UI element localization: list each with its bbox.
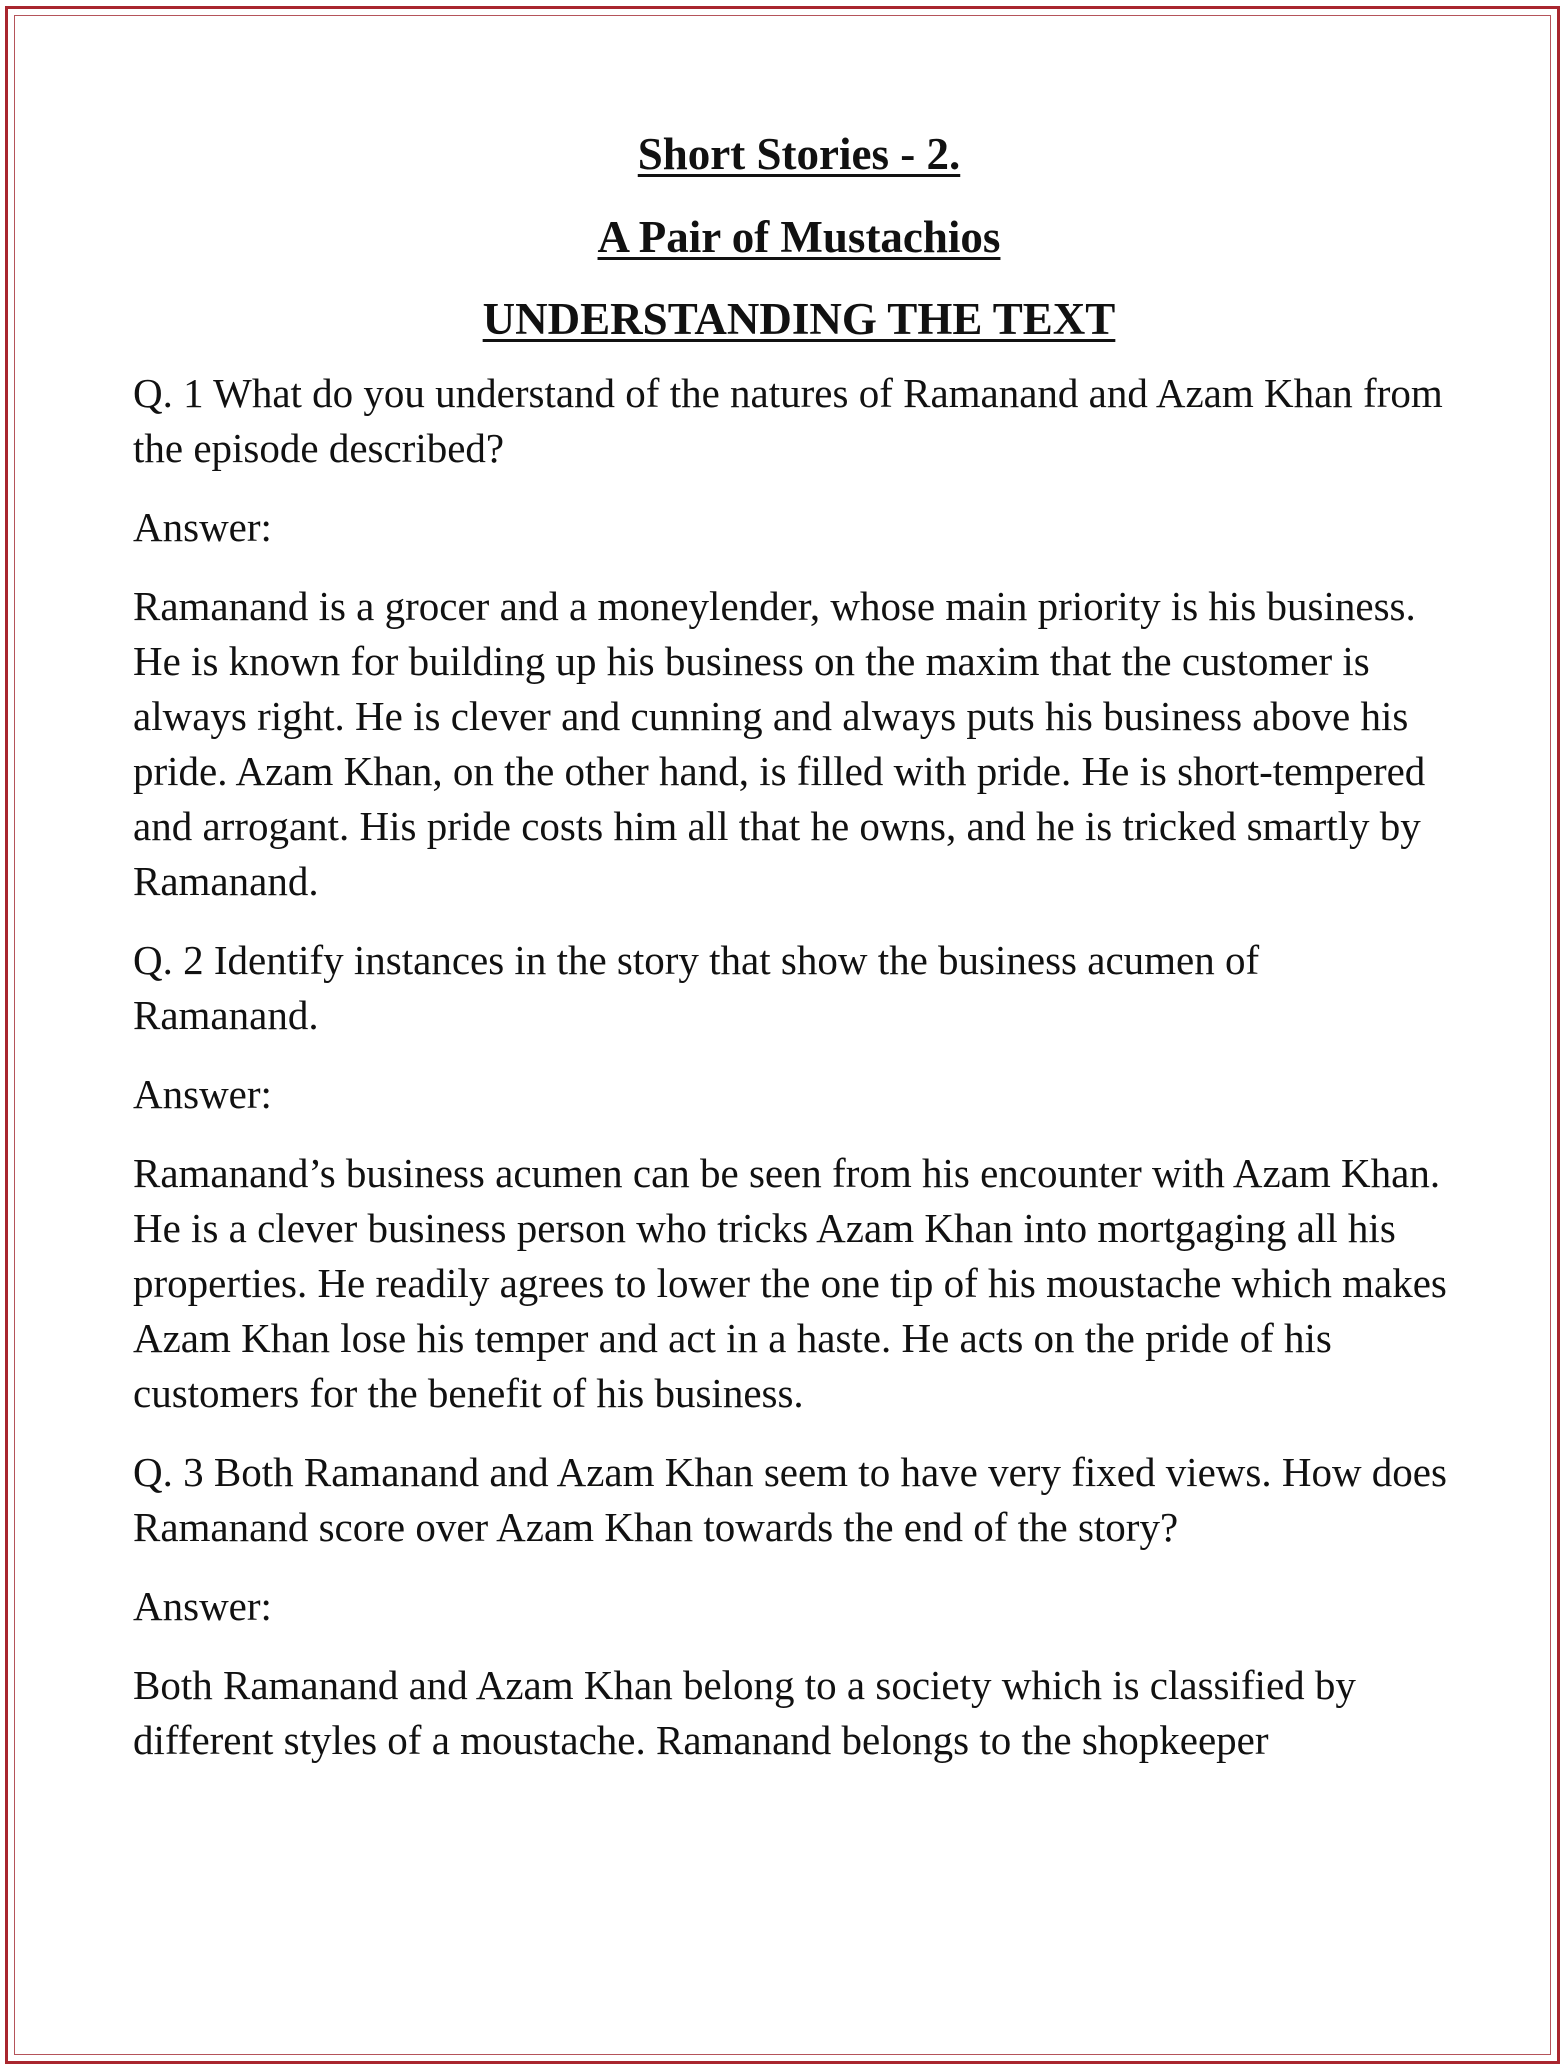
question-2: Q. 2 Identify instances in the story that show the business acumen of Ramanand. bbox=[133, 937, 1260, 1038]
answer-1: Ramanand is a grocer and a moneylender, whose main priority is his business. He is known for building up his business on the maxim that the customer is always right. He is clever and cunning and always puts his business above his pride. Azam Khan, on the other hand, is filled with pride. He is short-tempered and arrogant. His pride costs him all that he owns, and he is tricked smartly by Ramanand. bbox=[133, 583, 1426, 904]
series-heading: Short Stories - 2. bbox=[637, 129, 961, 179]
answer-3-label: Answer: bbox=[133, 1583, 272, 1629]
question-3: Q. 3 Both Ramanand and Azam Khan seem to have very fixed views. How does Ramanand score over Azam Khan towards the end of the story? bbox=[133, 1449, 1447, 1550]
answer-2: Ramanand’s business acumen can be seen from his encounter with Azam Khan. He is a clever business person who tricks Azam Khan into mortgaging all his properties. He readily agrees to lower the one tip of his moustache which makes Azam Khan lose his temper and act in a haste. He acts on the pride of his customers for the benefit of his business. bbox=[133, 1150, 1447, 1416]
question-1: Q. 1 What do you understand of the natures of Ramanand and Azam Khan from the episode described? bbox=[133, 370, 1443, 471]
answer-3: Both Ramanand and Azam Khan belong to a society which is classified by different styles of a moustache. Ramanand belongs to the shopkeeper bbox=[133, 1662, 1356, 1763]
document-body bbox=[133, 128, 1453, 1792]
answer-1-label: Answer: bbox=[133, 504, 272, 550]
story-title: A Pair of Mustachios bbox=[597, 212, 1001, 262]
section-heading: UNDERSTANDING THE TEXT bbox=[482, 294, 1116, 344]
answer-2-label: Answer: bbox=[133, 1071, 272, 1117]
